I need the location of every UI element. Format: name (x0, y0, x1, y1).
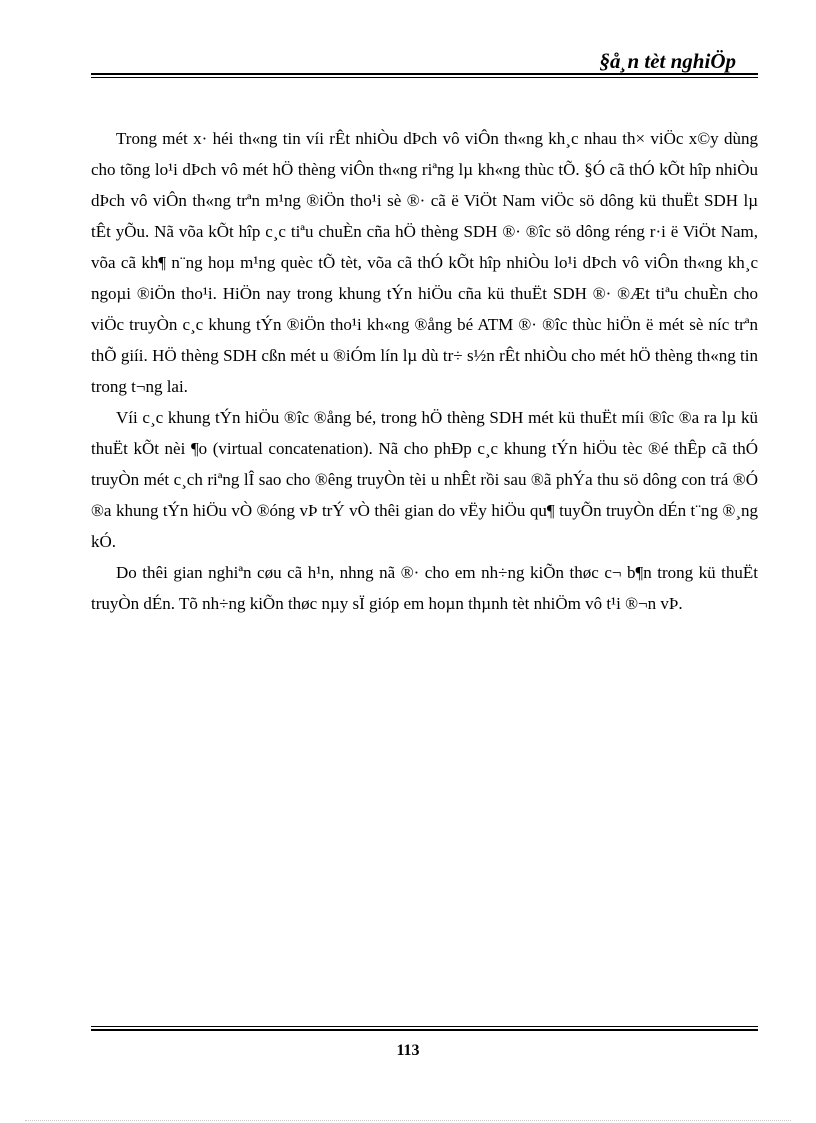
header-rule-top (91, 73, 758, 75)
paragraph-1: Trong mét x· héi th«ng tin víi rÊt nhiÒu dÞch vô viÔn th«ng kh¸c nhau th× viÖc x©y dùng cho tõng lo¹i dÞch vô mét hÖ thèng viÔn th«ng riªng lµ kh«ng thùc tÕ. §Ó cã thÓ kÕt hîp nhiÒu dÞch vô viÔn th«ng trªn m¹ng ®iÖn tho¹i sè ®· cã ë ViÖt Nam viÖc sö dông kü thuËt SDH lµ tÊt yÕu. Nã võa kÕt hîp c¸c tiªu chuÈn cña hÖ thèng SDH ®· ®îc sö dông réng r·i ë ViÖt Nam, võa cã kh¶ n¨ng hoµ m¹ng quèc tÕ tèt, võa cã thÓ kÕt hîp nhiÒu lo¹i dÞch vô viÔn th«ng kh¸c ngoµi ®iÖn tho¹i. HiÖn nay trong khung tÝn hiÖu cña kü thuËt SDH ®· ®Æt tiªu chuÈn cho viÖc truyÒn c¸c khung tÝn ®iÖn tho¹i kh«ng ®ång bé ATM ®· ®îc thùc hiÖn ë mét sè níc trªn thÕ giíi. HÖ thèng SDH cßn mét u ®iÓm lín lµ dù tr÷ s½n rÊt nhiÒu cho mét hÖ thèng th«ng tin trong t¬ng lai. (91, 129, 758, 396)
header-title: §å¸n tèt nghiÖp (599, 49, 736, 73)
page-edge-divider (25, 1120, 791, 1121)
footer-rule-bottom (91, 1029, 758, 1031)
footer-rule-top (91, 1026, 758, 1027)
paragraph-3: Do thêi gian nghiªn cøu cã h¹n, nhng nã ®· cho em nh÷ng kiÕn thøc c¬ b¶n trong kü thuËt truyÒn dÉn. Tõ nh÷ng kiÕn thøc nµy sÏ gióp em hoµn thµnh tèt nhiÖm vô t¹i ®¬n vÞ. (91, 563, 758, 613)
paragraph-2: Víi c¸c khung tÝn hiÖu ®îc ®ång bé, trong hÖ thèng SDH mét kü thuËt míi ®îc ®a ra lµ kü thuËt kÕt nèi ¶o (virtual concatenation). Nã cho phÐp c¸c khung tÝn hiÖu tèc ®é thÊp cã thÓ truyÒn mét c¸ch riªng lÎ sao cho ®êng truyÒn tèi u nhÊt rồi sau ®ã phÝa thu sö dông con trá ®Ó ®a khung tÝn hiÖu vÒ ®óng vÞ trÝ vÒ thêi gian do vËy hiÖu qu¶ tuyÕn truyÒn dÉn t¨ng ®¸ng kÓ. (91, 408, 758, 551)
header-rule-bottom (91, 77, 758, 78)
body-text (91, 123, 758, 619)
page-number: 113 (396, 1042, 420, 1059)
